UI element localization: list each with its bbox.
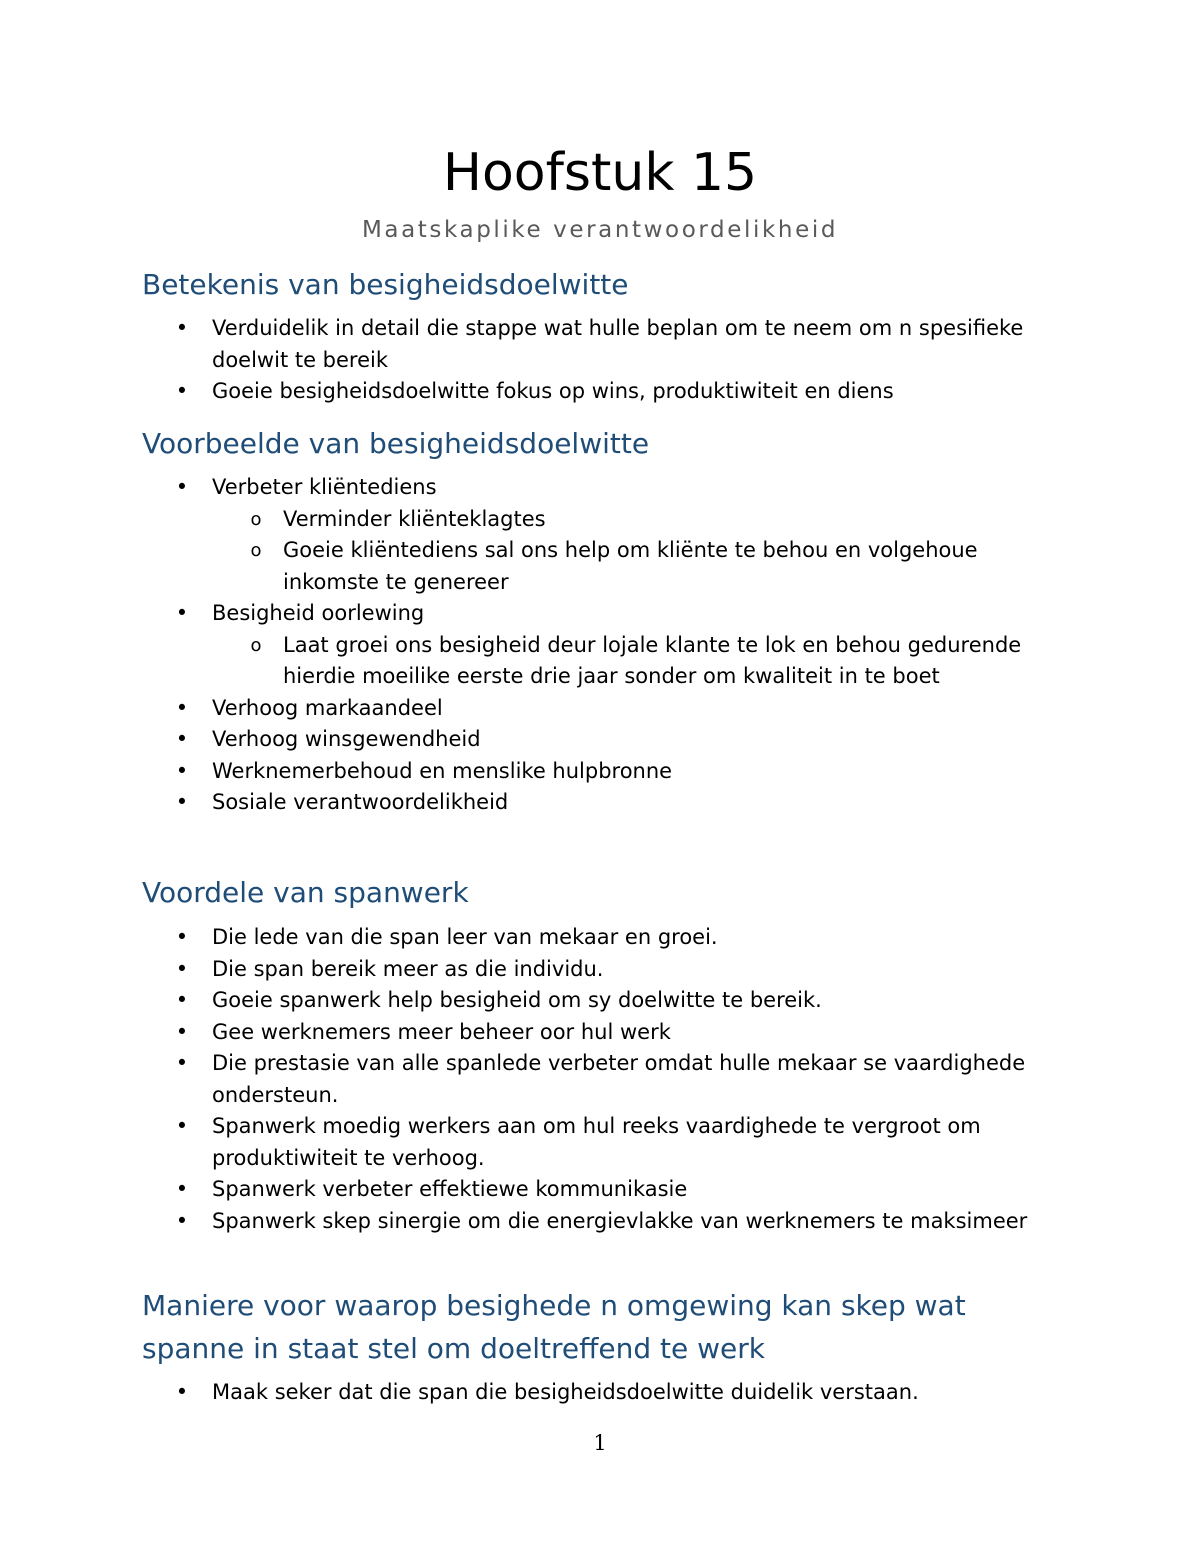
sub-list-item	[0, 630, 1053, 693]
list-item-text: Verminder kliënteklagtes	[283, 506, 546, 531]
list-item	[0, 787, 1052, 819]
bullet-icon: •	[175, 925, 189, 949]
list-item	[0, 1174, 1052, 1206]
list-item	[0, 922, 1052, 954]
bullet-icon: •	[175, 1208, 189, 1233]
list-item	[0, 1377, 1052, 1409]
bullet-icon: •	[175, 1380, 189, 1404]
list-item-text: Verhoog winsgewendheid	[212, 727, 481, 751]
list-item	[0, 598, 1052, 630]
list-item	[0, 693, 1052, 725]
list-item	[0, 1111, 1052, 1174]
sub-list-item	[0, 504, 1053, 536]
bullet-icon: •	[175, 1114, 189, 1138]
list-item-text: Gee werknemers meer beheer oor hul werk	[212, 1019, 671, 1044]
section-list	[0, 922, 1052, 1237]
page-title: Hoofstuk 15	[442, 143, 758, 203]
circle-bullet-icon: o	[250, 508, 262, 530]
bullet-icon: •	[175, 956, 189, 981]
bullet-icon: •	[175, 695, 189, 720]
list-item-text: Goeie spanwerk help besigheid om sy doelwitte te bereik.	[212, 988, 822, 1012]
list-item	[0, 313, 1052, 376]
section-list	[0, 1377, 1052, 1409]
list-item	[0, 1048, 1052, 1111]
bullet-icon: •	[175, 1019, 189, 1044]
section-list	[0, 313, 1052, 408]
list-item	[0, 985, 1052, 1017]
bullet-icon: •	[175, 1177, 189, 1201]
list-item-text: Besigheid oorlewing	[212, 601, 425, 625]
list-item-text: Verhoog markaandeel	[212, 695, 443, 720]
list-item	[0, 1017, 1052, 1049]
list-item	[0, 756, 1052, 788]
bullet-icon: •	[175, 790, 189, 814]
list-item	[0, 472, 1052, 504]
section-heading: Voordele van spanwerk	[142, 876, 469, 909]
circle-bullet-icon: o	[250, 540, 262, 561]
list-item-text: Spanwerk verbeter effektiewe kommunikasie	[212, 1177, 688, 1201]
section-heading: Betekenis van besigheidsdoelwitte	[142, 268, 629, 301]
bullet-icon: •	[175, 316, 189, 340]
list-item-text: Werknemerbehoud en menslike hulpbronne	[212, 758, 673, 783]
section-heading: Maniere voor waarop besighede n omgewing kan skep wat spanne in staat stel om doeltreffend te werk	[142, 1289, 966, 1365]
list-item-text: Laat groei ons besigheid deur lojale klante te lok en behou gedurende hierdie moeilike eerste drie jaar sonder om kwaliteit in te boet	[283, 632, 1022, 688]
page-subtitle: Maatskaplike verantwoordelikheid	[361, 217, 839, 243]
list-item-text: Verbeter kliëntediens	[212, 475, 437, 499]
bullet-icon: •	[175, 727, 189, 751]
list-item	[0, 376, 1052, 408]
list-item	[0, 954, 1052, 986]
bullet-icon: •	[175, 988, 189, 1012]
list-item-text: Verduidelik in detail die stappe wat hulle beplan om te neem om n spesifieke doelwit te bereik	[212, 316, 1024, 372]
list-item-text: Maak seker dat die span die besigheidsdoelwitte duidelik verstaan.	[212, 1380, 919, 1404]
list-item-text: Die lede van die span leer van mekaar en groei.	[212, 925, 718, 949]
list-item-text: Sosiale verantwoordelikheid	[212, 790, 509, 814]
list-item-text: Die prestasie van alle spanlede verbeter omdat hulle mekaar se vaardighede ondersteun.	[212, 1051, 1026, 1107]
section-heading: Voorbeelde van besigheidsdoelwitte	[142, 427, 650, 460]
list-item	[0, 1206, 1052, 1238]
list-item-text: Goeie besigheidsdoelwitte fokus op wins, produktiwiteit en diens	[212, 379, 894, 403]
list-item-text: Goeie kliëntediens sal ons help om kliënte te behou en volgehoue inkomste te genereer	[283, 538, 978, 594]
bullet-icon: •	[175, 758, 189, 783]
section-list	[0, 472, 1053, 819]
list-item	[0, 724, 1052, 756]
bullet-icon: •	[175, 601, 189, 625]
sub-list-item	[0, 535, 1053, 598]
bullet-icon: •	[175, 475, 189, 499]
page-number: 1	[593, 1431, 607, 1455]
list-item-text: Spanwerk moedig werkers aan om hul reeks vaardighede te vergroot om produktiwiteit te verhoog.	[212, 1114, 981, 1170]
list-item-text: Spanwerk skep sinergie om die energievlakke van werknemers te maksimeer	[212, 1208, 1028, 1233]
bullet-icon: •	[175, 1051, 189, 1075]
bullet-icon: •	[175, 379, 189, 403]
circle-bullet-icon: o	[250, 634, 262, 656]
list-item-text: Die span bereik meer as die individu.	[212, 956, 604, 981]
